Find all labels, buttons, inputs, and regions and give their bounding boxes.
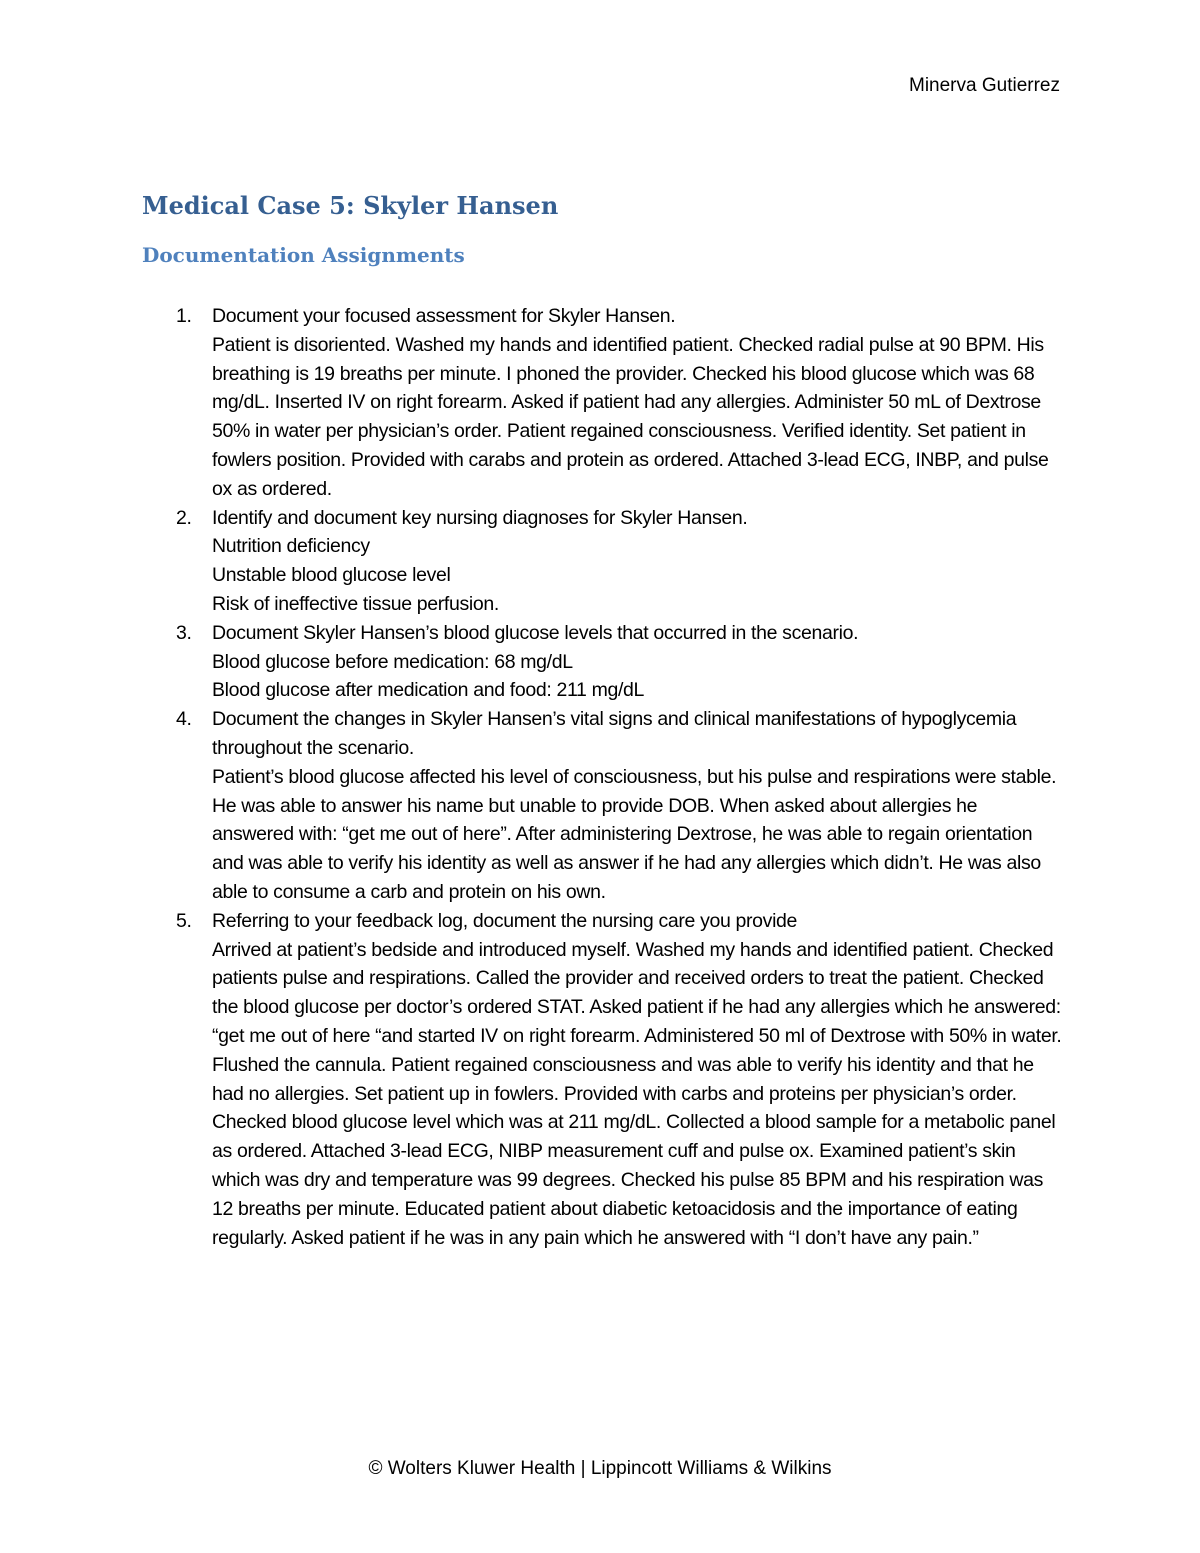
item-response: Patient’s blood glucose affected his level of consciousness, but his pulse and respirations were stable. He was able to answer his name but unable to provide DOB. When asked about allergies he answered with: “get me out of here”. After administering Dextrose, he was able to regain orientation and was able to verify his identity as well as answer if he had any allergies which didn’t. He was also able to consume a carb and protein on his own. [212,765,1057,903]
page-footer: © Wolters Kluwer Health | Lippincott Williams & Wilkins [368,1458,832,1479]
item-response: Nutrition deficiency Unstable blood glucose level Risk of ineffective tissue perfusion. [212,535,499,615]
item-question: Document the changes in Skyler Hansen’s vital signs and clinical manifestations of hypoglycemia throughout the scenario. [212,708,1017,759]
section-heading: Documentation Assignments [142,243,465,267]
list-item [176,619,1062,705]
list-item [176,504,1062,619]
item-response: Patient is disoriented. Washed my hands and identified patient. Checked radial pulse at 90 BPM. His breathing is 19 breaths per minute. I phoned the provider. Checked his blood glucose which was 68 mg/dL. Inserted IV on right forearm. Asked if patient had any allergies. Administer 50 mL of Dextrose 50% in water per physician’s order. Patient regained consciousness. Verified identity. Set patient in fowlers position. Provided with carabs and protein as ordered. Attached 3-lead ECG, INBP, and pulse ox as ordered. [212,333,1049,500]
list-item [176,302,1062,504]
item-number: 3. [176,621,192,644]
header-author-name: Minerva Gutierrez [909,75,1060,96]
item-response: Blood glucose before medication: 68 mg/dL Blood glucose after medication and food: 211 mg/dL [212,650,645,702]
item-number: 5. [176,909,192,932]
item-question: Document your focused assessment for Skyler Hansen. [212,305,676,327]
item-question: Identify and document key nursing diagnoses for Skyler Hansen. [212,506,748,529]
item-question: Document Skyler Hansen’s blood glucose levels that occurred in the scenario. [212,621,859,644]
item-number: 4. [176,708,192,731]
item-number: 2. [176,506,192,529]
document-title: Medical Case 5: Skyler Hansen [142,191,559,220]
assignment-list [176,302,1062,1252]
list-item [176,907,1062,1253]
item-question: Referring to your feedback log, document the nursing care you provide [212,909,798,932]
item-response: Arrived at patient’s bedside and introduced myself. Washed my hands and identified patient. Checked patients pulse and respirations. Called the provider and received orders to treat the patient. Checked the blood glucose per doctor’s ordered STAT. Asked patient if he had any allergies which he answered: “get me out of here “and started IV on right forearm. Administered 50 ml of Dextrose with 50% in water. Flushed the cannula. Patient regained consciousness and was able to verify his identity and that he had no allergies. Set patient up in fowlers. Provided with carbs and proteins per physician’s order. Checked blood glucose level which was at 211 mg/dL. Collected a blood sample for a metabolic panel as ordered. Attached 3-lead ECG, NIBP measurement cuff and pulse ox. Examined patient’s skin which was dry and temperature was 99 degrees. Checked his pulse 85 BPM and his respiration was 12 breaths per minute. Educated patient about diabetic ketoacidosis and the importance of eating regularly. Asked patient if he was in any pain which he answered with “I don’t have any pain.” [212,938,1062,1249]
list-item [176,705,1062,907]
item-number: 1. [176,305,192,327]
